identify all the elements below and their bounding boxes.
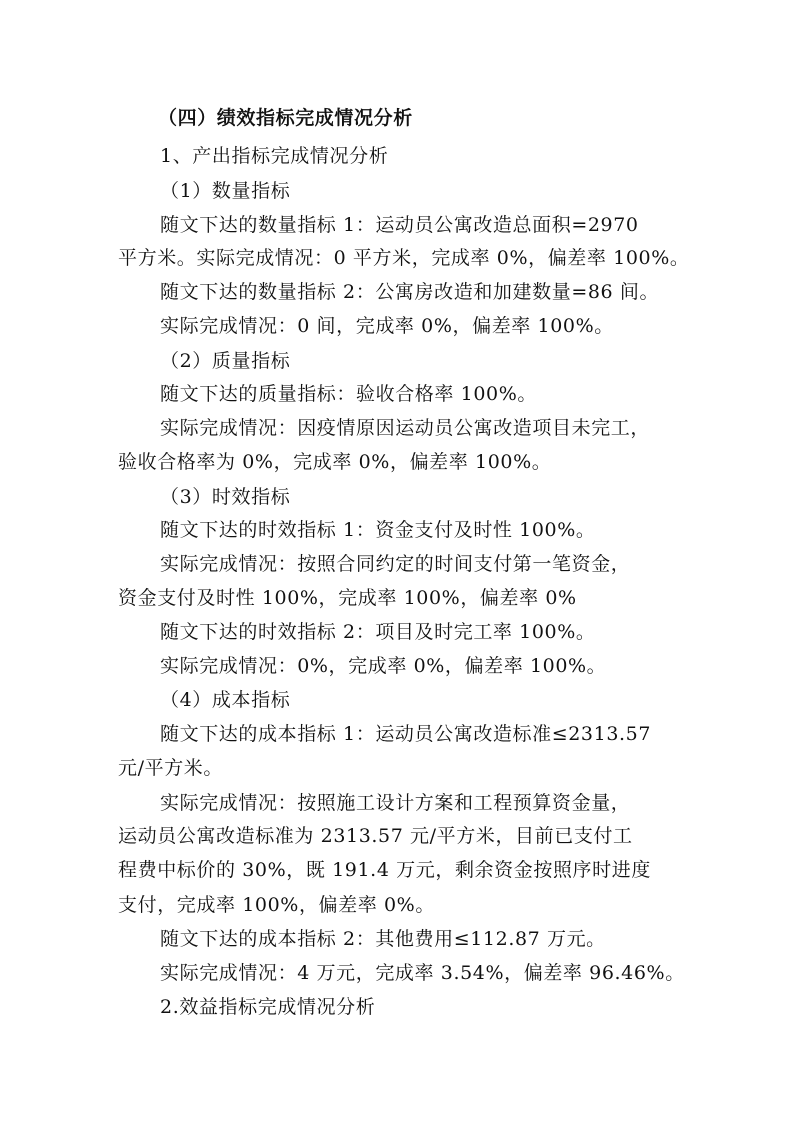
timeliness-target-1: 随文下达的时效指标 1：资金支付及时性 100%。	[160, 519, 596, 541]
quantity-actual-2: 实际完成情况：0 间，完成率 0%，偏差率 100%。	[160, 315, 614, 337]
timeliness-actual-1-line-b: 资金支付及时性 100%，完成率 100%，偏差率 0%	[118, 587, 577, 609]
cost-actual-1-line-a: 实际完成情况：按照施工设计方案和工程预算资金量，	[160, 792, 631, 814]
cost-title: （4）成本指标	[160, 689, 291, 711]
timeliness-target-2: 随文下达的时效指标 2：项目及时完工率 100%。	[160, 621, 596, 643]
cost-actual-1-line-d: 支付，完成率 100%，偏差率 0%。	[118, 894, 435, 916]
quality-target: 随文下达的质量指标：验收合格率 100%。	[160, 383, 537, 405]
cost-target-2: 随文下达的成本指标 2：其他费用≤112.87 万元。	[160, 928, 606, 950]
sub-heading-output: 1、产出指标完成情况分析	[160, 145, 389, 167]
cost-actual-1-line-b: 运动员公寓改造标准为 2313.57 元/平方米，目前已支付工	[118, 825, 633, 847]
cost-actual-2: 实际完成情况：4 万元，完成率 3.54%，偏差率 96.46%。	[160, 962, 685, 984]
sub-heading-benefit: 2.效益指标完成情况分析	[160, 996, 376, 1018]
timeliness-actual-1-line-a: 实际完成情况：按照合同约定的时间支付第一笔资金，	[160, 553, 631, 575]
timeliness-actual-2: 实际完成情况：0%，完成率 0%，偏差率 100%。	[160, 655, 607, 677]
quality-actual-line-b: 验收合格率为 0%，完成率 0%，偏差率 100%。	[118, 451, 552, 473]
quantity-target-2: 随文下达的数量指标 2：公寓房改造和加建数量=86 间。	[160, 281, 660, 303]
quantity-target-1-line-b: 平方米。实际完成情况：0 平方米，完成率 0%，偏差率 100%。	[118, 247, 690, 269]
quantity-target-1-line-a: 随文下达的数量指标 1：运动员公寓改造总面积=2970	[160, 214, 639, 236]
quantity-title: （1）数量指标	[160, 180, 291, 202]
quality-actual-line-a: 实际完成情况：因疫情原因运动员公寓改造项目未完工，	[160, 417, 651, 439]
quality-title: （2）质量指标	[160, 350, 291, 372]
timeliness-title: （3）时效指标	[160, 486, 291, 508]
section-heading: （四）绩效指标完成情况分析	[158, 107, 413, 129]
cost-target-1-line-a: 随文下达的成本指标 1：运动员公寓改造标准≤2313.57	[160, 723, 652, 745]
cost-target-1-line-b: 元/平方米。	[118, 757, 224, 779]
cost-actual-1-line-c: 程费中标价的 30%，既 191.4 万元，剩余资金按照序时进度	[118, 859, 651, 881]
